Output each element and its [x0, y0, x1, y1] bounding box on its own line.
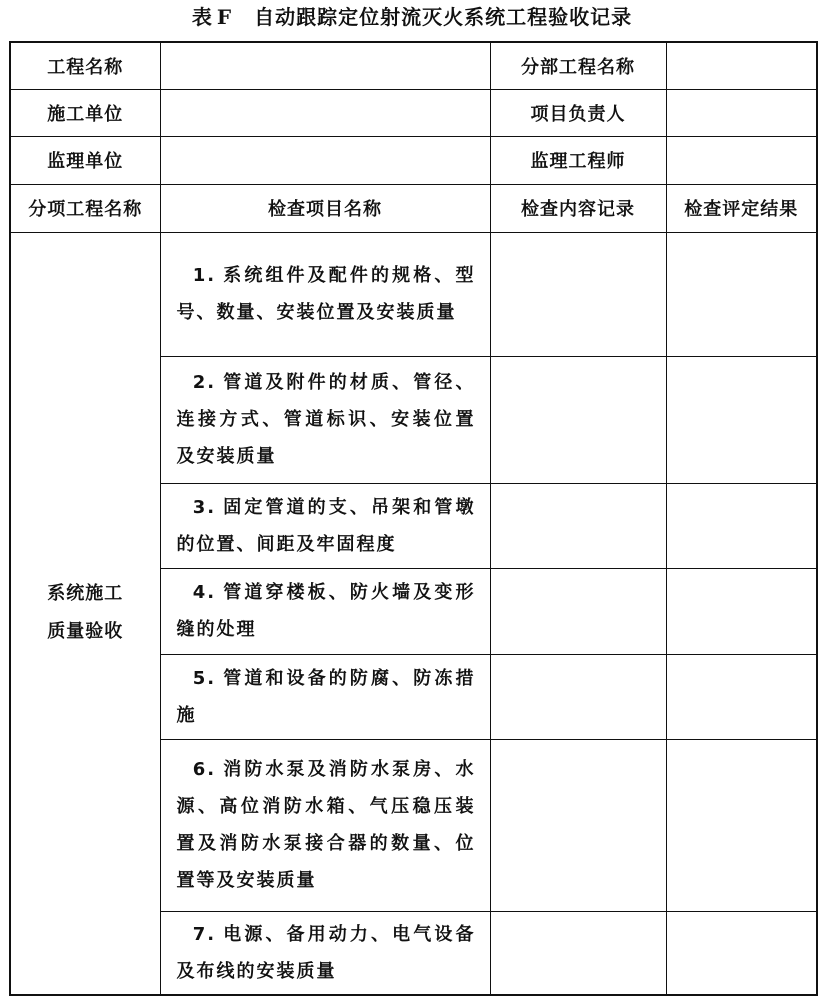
- item-text: 固定管道的支、吊架和管墩的位置、间距及牢固程度: [176, 496, 476, 555]
- table-title: [0, 2, 824, 32]
- project-manager-value[interactable]: [666, 89, 817, 136]
- record-cell[interactable]: [490, 568, 666, 654]
- result-cell[interactable]: [666, 911, 817, 995]
- construction-unit-value[interactable]: [160, 89, 490, 136]
- check-item-1: [160, 232, 490, 356]
- column-header-result: 检查评定结果: [666, 184, 817, 232]
- title-code: F: [216, 5, 233, 29]
- record-cell[interactable]: [490, 739, 666, 911]
- item-number: 2.: [192, 372, 217, 393]
- check-item-3: [160, 483, 490, 568]
- supervision-unit-value[interactable]: [160, 136, 490, 184]
- item-text: 管道及附件的材质、管径、连接方式、管道标识、安装位置及安装质量: [176, 372, 476, 467]
- item-number: 1.: [192, 265, 217, 286]
- record-cell[interactable]: [490, 654, 666, 739]
- check-item-5: [160, 654, 490, 739]
- item-number: 7.: [192, 923, 217, 945]
- supervising-engineer-value[interactable]: [666, 136, 817, 184]
- check-item-4: [160, 568, 490, 654]
- item-text: 电源、备用动力、电气设备及布线的安装质量: [176, 923, 476, 982]
- group-label-line1: 系统施工: [47, 583, 124, 604]
- sub-project-name-value[interactable]: [666, 42, 817, 89]
- construction-unit-label: 施工单位: [10, 89, 160, 136]
- item-text: 系统组件及配件的规格、型号、数量、安装位置及安装质量: [176, 265, 476, 323]
- supervision-unit-label: 监理单位: [10, 136, 160, 184]
- record-cell[interactable]: [490, 356, 666, 483]
- result-cell[interactable]: [666, 232, 817, 356]
- item-number: 5.: [192, 667, 217, 689]
- subitem-group-cell: [10, 232, 160, 995]
- item-text: 管道穿楼板、防火墙及变形缝的处理: [176, 582, 476, 640]
- record-cell[interactable]: [490, 232, 666, 356]
- result-cell[interactable]: [666, 356, 817, 483]
- record-cell[interactable]: [490, 483, 666, 568]
- item-number: 3.: [192, 496, 217, 518]
- title-prefix: 表: [191, 5, 213, 29]
- record-cell[interactable]: [490, 911, 666, 995]
- column-header-row: [10, 184, 817, 232]
- project-name-value[interactable]: [160, 42, 490, 89]
- sub-project-name-label: 分部工程名称: [490, 42, 666, 89]
- check-item-2: [160, 356, 490, 483]
- acceptance-record-table: [9, 41, 818, 996]
- group-label-line2: 质量验收: [47, 621, 124, 642]
- column-header-check-item: 检查项目名称: [160, 184, 490, 232]
- result-cell[interactable]: [666, 739, 817, 911]
- result-cell[interactable]: [666, 483, 817, 568]
- check-item-7: [160, 911, 490, 995]
- item-text: 管道和设备的防腐、防冻措施: [176, 667, 476, 726]
- project-manager-label: 项目负责人: [490, 89, 666, 136]
- item-number: 4.: [192, 582, 217, 603]
- item-number: 6.: [192, 759, 217, 780]
- header-row-construction: [10, 89, 817, 136]
- item-text: 消防水泵及消防水泵房、水源、高位消防水箱、气压稳压装置及消防水泵接合器的数量、位置等及安装质量: [176, 759, 476, 891]
- header-row-project: [10, 42, 817, 89]
- title-text: 自动跟踪定位射流灭火系统工程验收记录: [254, 5, 633, 29]
- check-item-6: [160, 739, 490, 911]
- item-row: [10, 232, 817, 356]
- header-row-supervision: [10, 136, 817, 184]
- column-header-subitem: 分项工程名称: [10, 184, 160, 232]
- supervising-engineer-label: 监理工程师: [490, 136, 666, 184]
- result-cell[interactable]: [666, 568, 817, 654]
- result-cell[interactable]: [666, 654, 817, 739]
- project-name-label: 工程名称: [10, 42, 160, 89]
- column-header-record: 检查内容记录: [490, 184, 666, 232]
